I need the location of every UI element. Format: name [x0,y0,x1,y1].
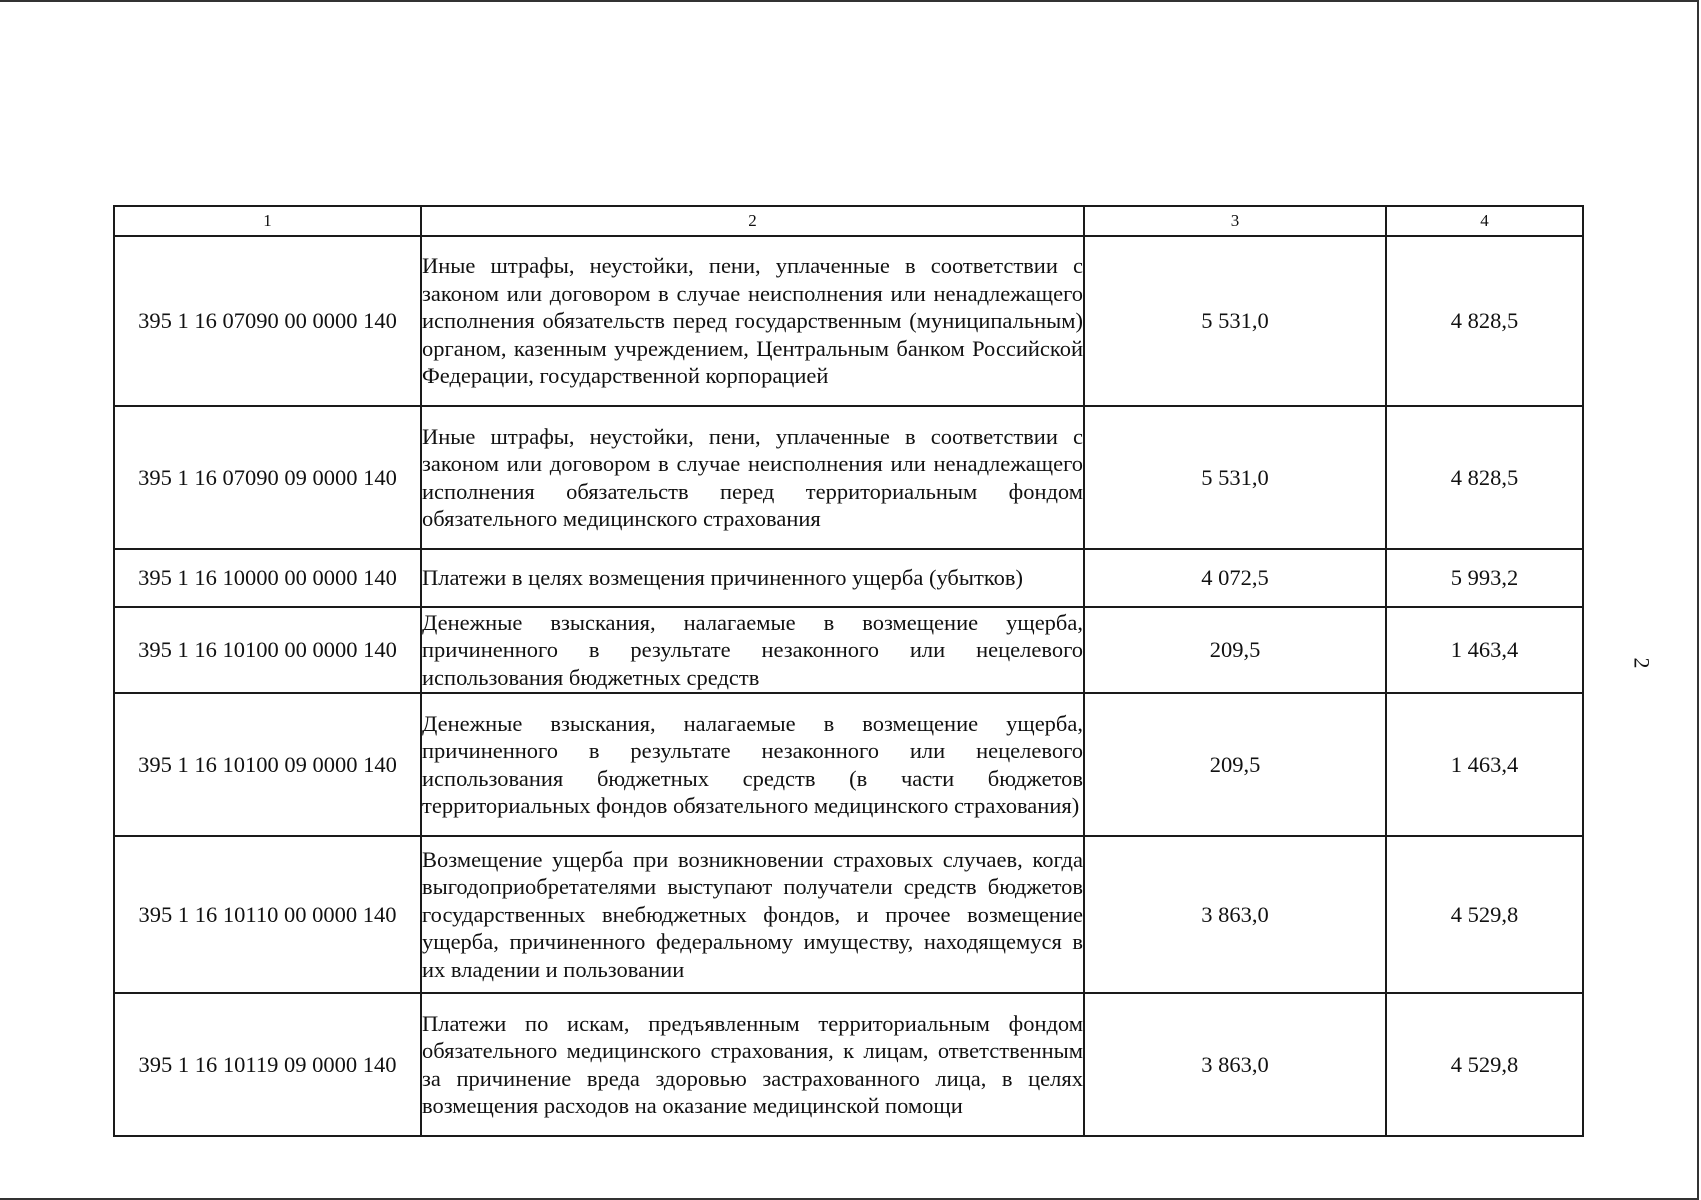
budget-code: 395 1 16 07090 00 0000 140 [114,236,421,406]
table-row [114,236,1583,406]
value-col-4: 5 993,2 [1386,549,1583,607]
value-col-4: 1 463,4 [1386,607,1583,693]
income-description: Денежные взыскания, налагаемые в возмещение ущерба, причиненного в результате незаконного или нецелевого использования бюджетных средств [421,607,1084,693]
value-col-3: 5 531,0 [1084,236,1386,406]
header-row [114,206,1583,236]
value-col-3: 5 531,0 [1084,406,1386,549]
income-description: Платежи в целях возмещения причиненного ущерба (убытков) [421,549,1084,607]
budget-code: 395 1 16 10110 00 0000 140 [114,836,421,993]
value-col-3: 209,5 [1084,693,1386,836]
income-description: Платежи по искам, предъявленным территориальным фондом обязательного медицинского страхования, к лицам, ответственным за причинение вреда здоровью застрахованного лица, в целях возмещения расходов на оказание медицинской помощи [421,993,1084,1136]
table-row [114,607,1583,693]
page-number: 2 [1629,657,1655,669]
value-col-4: 4 529,8 [1386,836,1583,993]
table-row [114,693,1583,836]
budget-code: 395 1 16 10100 00 0000 140 [114,607,421,693]
table-row [114,993,1583,1136]
value-col-4: 4 828,5 [1386,406,1583,549]
revenue-table [113,205,1584,1137]
budget-code: 395 1 16 10119 09 0000 140 [114,993,421,1136]
header-col-1: 1 [114,206,421,236]
value-col-4: 4 529,8 [1386,993,1583,1136]
value-col-3: 209,5 [1084,607,1386,693]
value-col-4: 4 828,5 [1386,236,1583,406]
budget-code: 395 1 16 07090 09 0000 140 [114,406,421,549]
income-description: Иные штрафы, неустойки, пени, уплаченные в соответствии с законом или договором в случае неисполнения или ненадлежащего исполнения обязательств перед государственным (муниципальным) органом, казенным учреждением, Центральным банком Российской Федерации, государственной корпорацией [421,236,1084,406]
budget-code: 395 1 16 10000 00 0000 140 [114,549,421,607]
table-row [114,836,1583,993]
header-col-2: 2 [421,206,1084,236]
value-col-4: 1 463,4 [1386,693,1583,836]
value-col-3: 4 072,5 [1084,549,1386,607]
table-row [114,406,1583,549]
header-col-4: 4 [1386,206,1583,236]
income-description: Денежные взыскания, налагаемые в возмещение ущерба, причиненного в результате незаконного или нецелевого использования бюджетных средств (в части бюджетов территориальных фондов обязательного медицинского страхования) [421,693,1084,836]
value-col-3: 3 863,0 [1084,993,1386,1136]
budget-code: 395 1 16 10100 09 0000 140 [114,693,421,836]
income-description: Иные штрафы, неустойки, пени, уплаченные в соответствии с законом или договором в случае неисполнения или ненадлежащего исполнения обязательств перед территориальным фондом обязательного медицинского страхования [421,406,1084,549]
table-row [114,549,1583,607]
value-col-3: 3 863,0 [1084,836,1386,993]
income-description: Возмещение ущерба при возникновении страховых случаев, когда выгодоприобретателями выступают получатели средств бюджетов государственных внебюджетных фондов, и прочее возмещение ущерба, причиненного федеральному имуществу, находящемуся в их владении и пользовании [421,836,1084,993]
header-col-3: 3 [1084,206,1386,236]
